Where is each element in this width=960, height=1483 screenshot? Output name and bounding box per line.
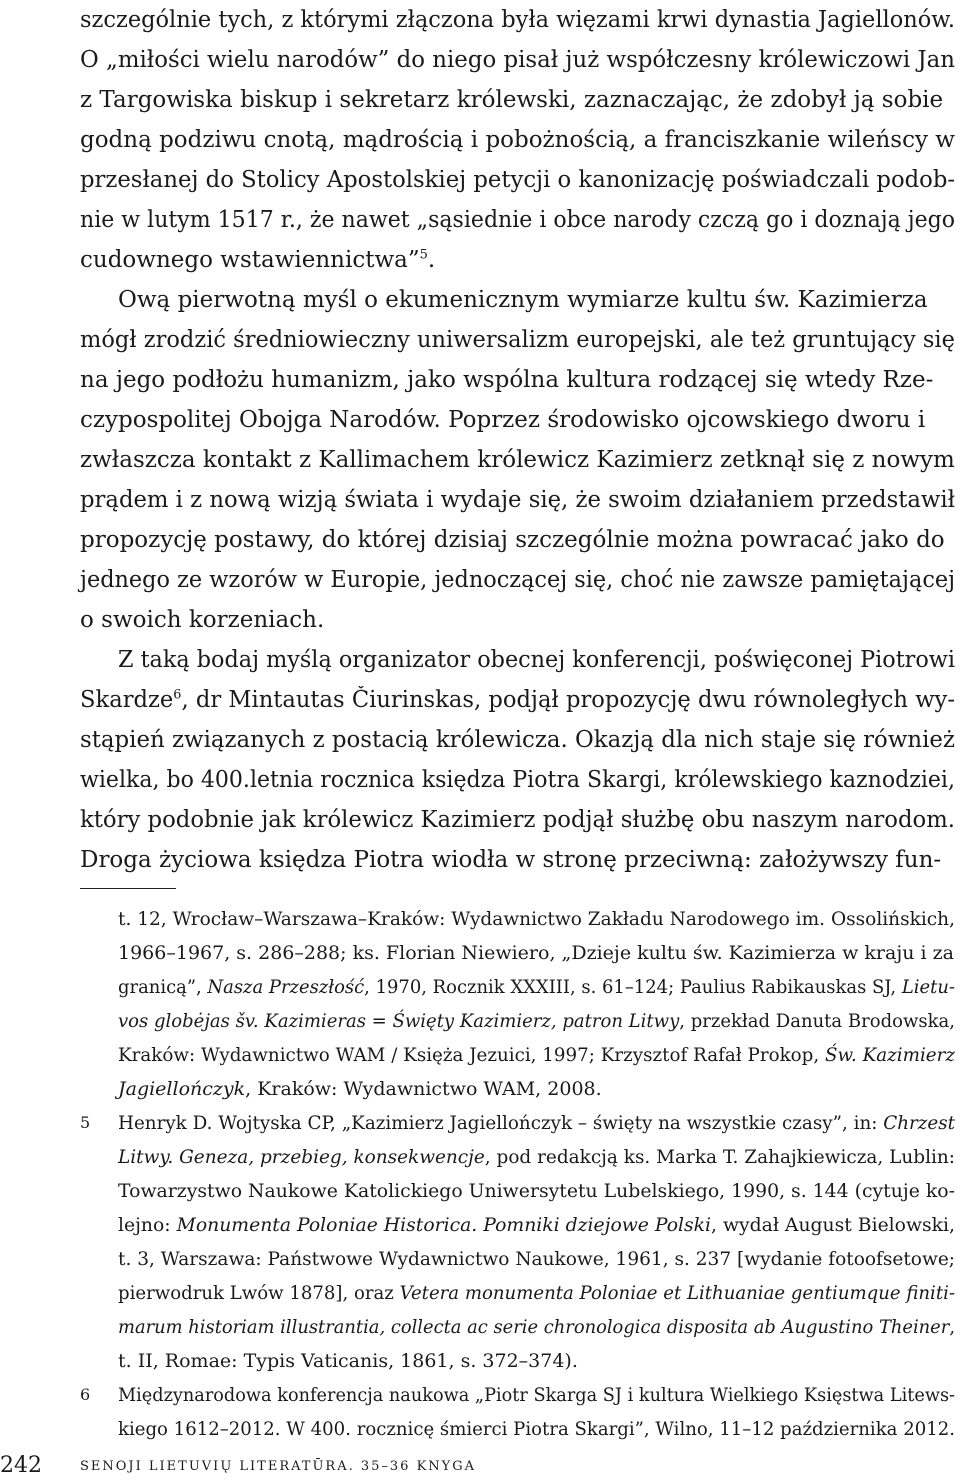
text-fragment: Monumenta Poloniae Historica. Pomniki dziejowe Polski (176, 1214, 712, 1236)
text-fragment: Vetera monumenta Poloniae et Lithuaniae gentiumque finiti- (399, 1282, 956, 1304)
text-fragment: , 1970, Rocznik XXXIII, s. 61–124; Paulius Rabikauskas SJ, (364, 976, 902, 998)
text-fragment: , przekład Danuta Brodowska, (679, 1010, 956, 1032)
text-line: O „miłości wielu narodów” do niego pisał już współczesny królewiczowi Jan (80, 47, 955, 73)
text-line: prądem i z nową wizją świata i wydaje się, że swoim działaniem przedstawił (80, 487, 955, 513)
footnote-line: t. 3, Warszawa: Państwowe Wydawnictwo Naukowe, 1961, s. 237 [wydanie fotoofsetowe; (118, 1248, 956, 1270)
footnote-continued (80, 902, 960, 1106)
text-fragment: Litwy. Geneza, przebieg, konsekwencje (118, 1146, 485, 1168)
text-fragment: granicą”, (118, 976, 208, 998)
text-fragment: Kraków: Wydawnictwo WAM / Księża Jezuici, 1997; Krzysztof Rafał Prokop, (118, 1044, 825, 1066)
footnote-line: t. 12, Wrocław–Warszawa–Kraków: Wydawnictwo Zakładu Narodowego im. Ossolińskich, (118, 908, 955, 930)
body-text (80, 0, 960, 880)
footnote-ref-5[interactable]: 5 (419, 247, 428, 263)
text-fragment: pierwodruk Lwów 1878], oraz (118, 1282, 400, 1304)
text-fragment: Henryk D. Wojtyska CP, „Kazimierz Jagiellończyk – święty na wszystkie czasy”, in: (118, 1112, 884, 1134)
text-line: o swoich korzeniach. (80, 607, 325, 633)
text-fragment: . (427, 247, 436, 273)
text-fragment: , dr Mintautas Čiurinskas, podjął propozycję dwu równoległych wy- (181, 687, 955, 713)
text-line: który podobnie jak królewicz Kazimierz podjął służbę obu naszym narodom. (80, 807, 956, 833)
text-fragment: , Kraków: Wydawnictwo WAM, 2008. (245, 1078, 602, 1100)
text-fragment: Jagiellończyk (118, 1078, 246, 1100)
footnote-line (80, 1310, 960, 1344)
footnote-line (80, 1004, 960, 1038)
text-line: nie w lutym 1517 r., że nawet „sąsiednie i obce narody czczą go i doznają jego (80, 207, 956, 233)
text-line: propozycję postawy, do której dzisiaj szczególnie można powracać jako do (80, 527, 945, 553)
text-line (80, 240, 960, 280)
text-line: godną podziwu cnotą, mądrością i pobożnością, a franciszkanie wileńscy w (80, 127, 955, 153)
page-footer (0, 1453, 960, 1483)
text-line: jednego ze wzorów w Europie, jednoczącej się, choć nie zawsze pamiętającej (80, 567, 956, 593)
text-line: Droga życiowa księdza Piotra wiodła w stronę przeciwną: założywszy fun- (80, 847, 942, 873)
footnote-line (80, 1106, 960, 1140)
text-line: mógł zrodzić średniowieczny uniwersalizm europejski, ale też gruntujący się (80, 327, 955, 353)
footnote-line: t. II, Romae: Typis Vaticanis, 1861, s. 372–374). (118, 1350, 578, 1372)
text-fragment: , (949, 1316, 956, 1338)
footnote-line (80, 1276, 960, 1310)
page-number: 242 (0, 1453, 42, 1478)
footnote-5 (80, 1106, 960, 1378)
footnote-line (80, 1140, 960, 1174)
footnote-number: 5 (80, 1113, 91, 1132)
footnotes (80, 902, 960, 1446)
footnote-line (80, 1072, 960, 1106)
text-line: zwłaszcza kontakt z Kallimachem królewicz Kazimierz zetknął się z nowym (80, 447, 955, 473)
footnote-separator (80, 888, 176, 889)
text-line: wielka, bo 400.letnia rocznica księdza Piotra Skargi, królewskiego kaznodziei, (80, 767, 955, 793)
running-title: SENOJI LIETUVIŲ LITERATŪRA. 35–36 KNYGA (80, 1459, 477, 1474)
text-fragment: marum historiam illustrantia, collecta ac serie chronologica disposita ab Augustino Theiner (118, 1316, 950, 1338)
text-fragment: Św. Kazimierz (824, 1044, 956, 1066)
text-fragment: Lietu- (901, 976, 955, 998)
footnote-line: 1966–1967, s. 286–288; ks. Florian Niewiero, „Dzieje kultu św. Kazimierza w kraju i za (118, 942, 954, 964)
text-line: stąpień związanych z postacią królewicza. Okazją dla nich staje się również (80, 727, 955, 753)
footnote-ref-6[interactable]: 6 (173, 687, 182, 703)
text-fragment: lejno: (118, 1214, 177, 1236)
text-fragment: vos globėjas šv. Kazimieras = Święty Kazimierz, patron Litwy (118, 1010, 680, 1032)
text-fragment: , pod redakcją ks. Marka T. Zahajkiewicza, Lublin: (484, 1146, 956, 1168)
text-fragment: Chrzest (883, 1112, 956, 1134)
text-line: czypospolitej Obojga Narodów. Poprzez środowisko ojcowskiego dworu i (80, 407, 926, 433)
text-line: na jego podłożu humanizm, jako wspólna kultura rodzącej się wtedy Rze- (80, 367, 934, 393)
footnote-6 (80, 1378, 960, 1446)
text-fragment: Skardze (80, 687, 174, 713)
text-line: z Targowiska biskup i sekretarz królewski, zaznaczając, że zdobył ją sobie (80, 87, 944, 113)
text-line: przesłanej do Stolicy Apostolskiej petycji o kanonizację poświadczali podob- (80, 167, 956, 193)
footnote-line (80, 1208, 960, 1242)
text-fragment: Nasza Przeszłość (207, 976, 365, 998)
footnote-line (80, 1038, 960, 1072)
footnote-line (80, 970, 960, 1004)
text-fragment: , wydał August Bielowski, (711, 1214, 956, 1236)
footnote-line: Towarzystwo Naukowe Katolickiego Uniwersytetu Lubelskiego, 1990, s. 144 (cytuje ko- (118, 1180, 955, 1202)
text-fragment: cudownego wstawiennictwa” (80, 247, 420, 273)
text-line: Z taką bodaj myślą organizator obecnej konferencji, poświęconej Piotrowi (118, 647, 956, 673)
text-line (80, 680, 960, 720)
footnote-number: 6 (80, 1385, 91, 1404)
text-line: Ową pierwotną myśl o ekumenicznym wymiarze kultu św. Kazimierza (118, 287, 928, 313)
footnote-line: Międzynarodowa konferencja naukowa „Piotr Skarga SJ i kultura Wielkiego Księstwa Litews- (118, 1384, 956, 1406)
footnote-line: kiego 1612–2012. W 400. rocznicę śmierci Piotra Skargi”, Wilno, 11–12 października 2012. (118, 1418, 956, 1440)
text-line: szczególnie tych, z którymi złączona była więzami krwi dynastia Jagiellonów. (80, 7, 955, 33)
